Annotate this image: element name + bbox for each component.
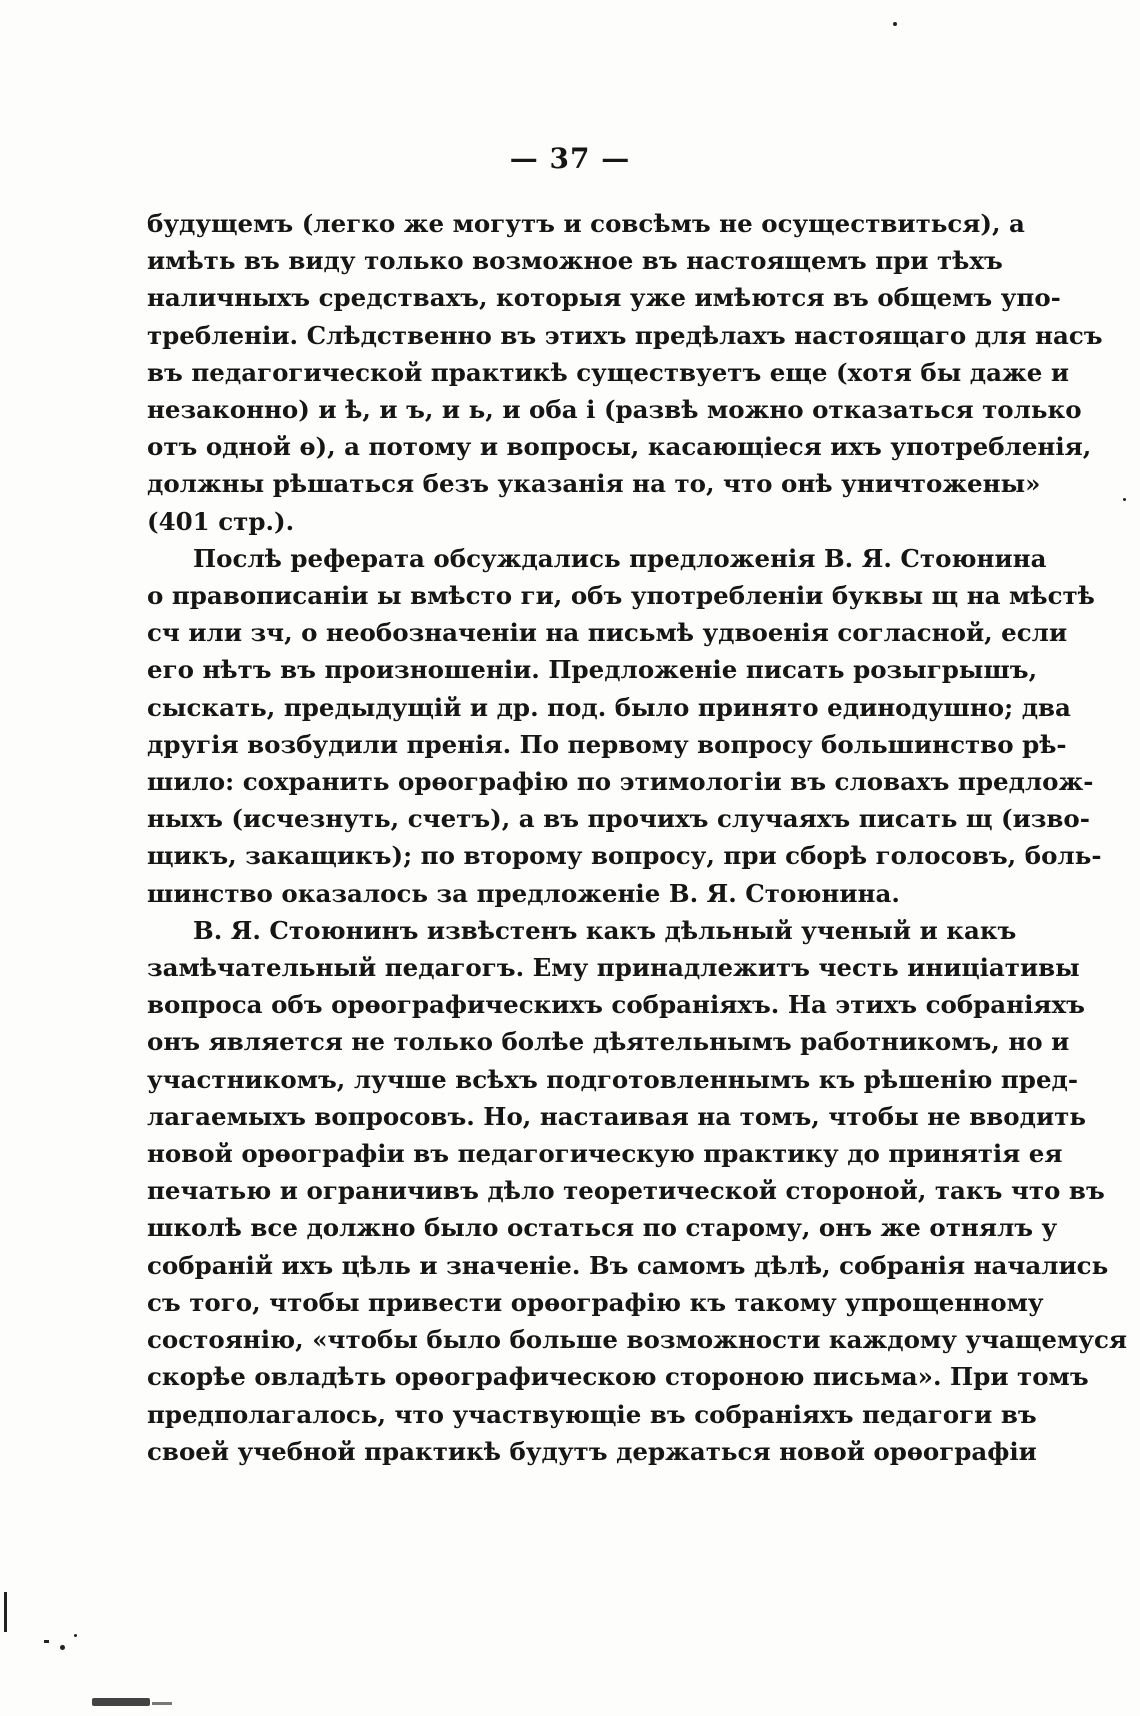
text-line: ныхъ (исчезнуть, счетъ), а въ прочихъ случаяхъ писать щ (изво- xyxy=(147,804,1090,834)
paragraph-2 xyxy=(147,540,1102,912)
text-line: Послѣ реферата обсуждались предложенія В. Я. Стоюнина xyxy=(193,543,1047,573)
text-line: печатью и ограничивъ дѣло теоретической стороной, такъ что въ xyxy=(147,1176,1105,1206)
text-line: собраній ихъ цѣль и значеніе. Въ самомъ дѣлѣ, собранія начались xyxy=(147,1250,1109,1280)
text-line: его нѣтъ въ произношеніи. Предложеніе писать розыгрышъ, xyxy=(147,655,1038,685)
text-line: новой орѳографіи въ педагогическую практику до принятія ея xyxy=(147,1139,1063,1169)
scan-speck-top xyxy=(893,22,897,26)
scan-smudge-bottom xyxy=(92,1698,150,1706)
text-line: скорѣе овладѣть орѳографическою стороною письма». При томъ xyxy=(147,1362,1089,1392)
text-line: о правописаніи ы вмѣсто ги, объ употребленіи буквы щ на мѣстѣ xyxy=(147,581,1095,611)
text-line: въ педагогической практикѣ существуетъ еще (хотя бы даже и xyxy=(147,357,1070,387)
text-line: будущемъ (легко же могутъ и совсѣмъ не осуществиться), а xyxy=(147,209,1025,238)
text-line: имѣть въ виду только возможное въ настоящемъ при тѣхъ xyxy=(147,246,1003,276)
body-text xyxy=(147,205,1127,1470)
text-line: сч или зч, о необозначеніи на письмѣ удвоенія согласной, если xyxy=(147,618,1068,648)
text-line: шинство оказалось за предложеніе В. Я. Стоюнина. xyxy=(147,878,900,908)
text-line: предполагалось, что участвующіе въ собраніяхъ педагоги въ xyxy=(147,1399,1037,1429)
text-line: вопроса объ орѳографическихъ собраніяхъ. На этихъ собраніяхъ xyxy=(147,990,1085,1020)
scan-speck-bottom-1 xyxy=(44,1640,49,1643)
text-line: (401 стр.). xyxy=(147,506,295,536)
text-line: незаконно) и ѣ, и ъ, и ь, и оба і (развѣ можно отказаться только xyxy=(147,395,1082,425)
page-number: — 37 — xyxy=(509,142,631,175)
text-line: В. Я. Стоюнинъ извѣстенъ какъ дѣльный ученый и какъ xyxy=(193,915,1017,945)
scan-speck-right xyxy=(1123,498,1126,501)
paragraph-3 xyxy=(147,912,1127,1470)
text-line: отъ одной ѳ), а потому и вопросы, касающіеся ихъ употребленія, xyxy=(147,432,1092,462)
scan-speck-bottom-2 xyxy=(60,1645,65,1650)
text-line: школѣ все должно было остаться по старому, онъ же отнялъ у xyxy=(147,1213,1058,1243)
text-line: замѣчательный педагогъ. Ему принадлежитъ честь иниціативы xyxy=(147,953,1080,983)
text-line: состоянію, «чтобы было больше возможности каждому учащемуся xyxy=(147,1325,1127,1355)
text-line: участникомъ, лучше всѣхъ подготовленнымъ къ рѣшенію пред- xyxy=(147,1064,1079,1094)
text-line: онъ является не только болѣе дѣятельнымъ работникомъ, но и xyxy=(147,1027,1070,1057)
paragraph-1 xyxy=(147,205,1103,540)
text-line: сыскать, предыдущій и др. под. было принято единодушно; два xyxy=(147,692,1071,722)
scan-speck-bottom-3 xyxy=(74,1634,77,1637)
text-line: съ того, чтобы привести орѳографію къ такому упрощенному xyxy=(147,1287,1044,1317)
text-line: наличныхъ средствахъ, которыя уже имѣются въ общемъ упо- xyxy=(147,283,1061,313)
text-line: лагаемыхъ вопросовъ. Но, настаивая на томъ, чтобы не вводить xyxy=(147,1101,1086,1131)
scan-smudge-bottom-2 xyxy=(152,1702,172,1705)
text-line: щикъ, закащикъ); по второму вопросу, при сборѣ голосовъ, боль- xyxy=(147,841,1102,871)
text-line: должны рѣшаться безъ указанія на то, что онѣ уничтожены» xyxy=(147,469,1041,499)
text-line: требленіи. Слѣдственно въ этихъ предѣлахъ настоящаго для насъ xyxy=(147,320,1103,350)
scan-edge-left xyxy=(4,1592,7,1632)
text-line: шило: сохранить орѳографію по этимологіи въ словахъ предлож- xyxy=(147,767,1094,797)
text-line: другія возбудили пренія. По первому вопросу большинство рѣ- xyxy=(147,729,1067,759)
text-line: своей учебной практикѣ будутъ держаться новой орѳографіи xyxy=(147,1436,1037,1466)
